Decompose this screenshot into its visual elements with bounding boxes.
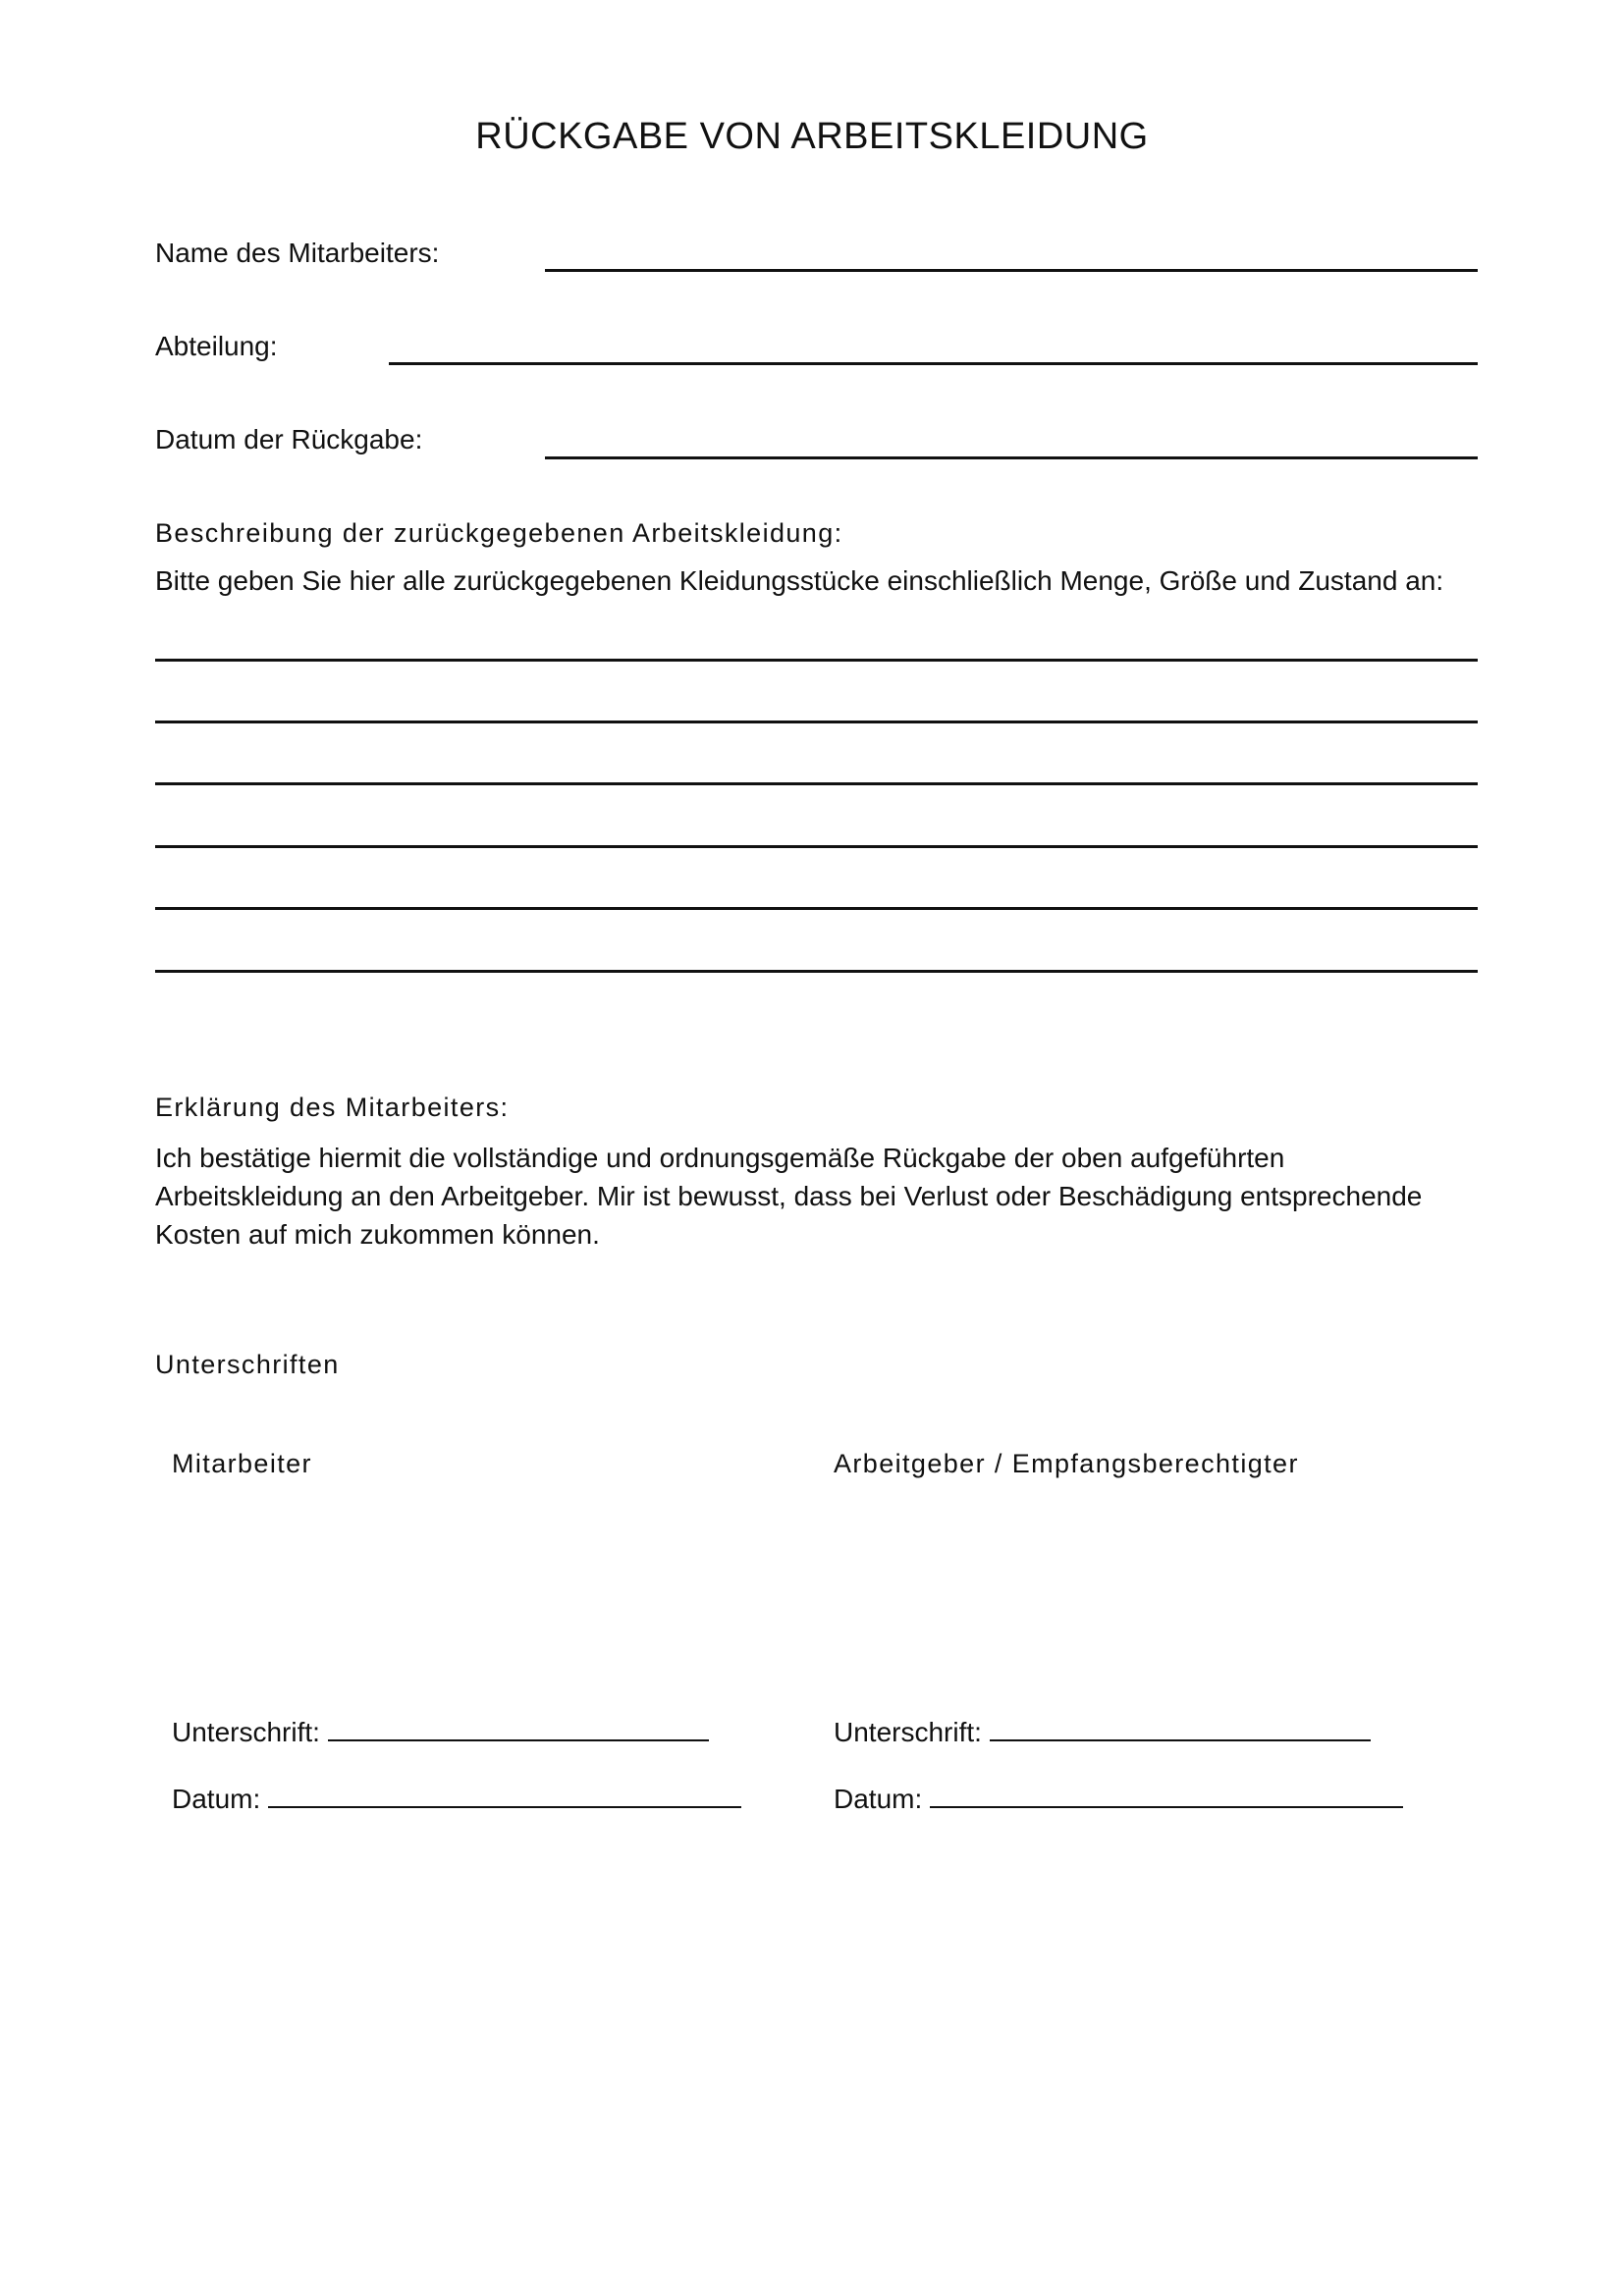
employer-signature-label: Unterschrift: — [834, 1717, 982, 1747]
employer-date-row — [834, 1779, 1403, 1815]
employee-name-label: Name des Mitarbeiters: — [155, 238, 440, 268]
declaration-heading: Erklärung des Mitarbeiters: — [155, 1093, 510, 1122]
return-date-label: Datum der Rückgabe: — [155, 424, 423, 454]
description-line[interactable] — [155, 782, 1478, 785]
description-line[interactable] — [155, 845, 1478, 848]
return-date-field[interactable] — [545, 456, 1478, 459]
employer-date-field[interactable] — [930, 1779, 1403, 1808]
description-line[interactable] — [155, 659, 1478, 662]
description-line[interactable] — [155, 907, 1478, 910]
description-heading: Beschreibung der zurückgegebenen Arbeitskleidung: — [155, 518, 843, 548]
department-label: Abteilung: — [155, 331, 278, 361]
employee-date-row — [172, 1779, 741, 1815]
employer-signature-row — [834, 1712, 1371, 1748]
description-line[interactable] — [155, 970, 1478, 973]
employer-date-label: Datum: — [834, 1784, 923, 1814]
employer-signature-field[interactable] — [990, 1712, 1371, 1741]
description-line[interactable] — [155, 721, 1478, 723]
employee-signature-field[interactable] — [328, 1712, 709, 1741]
description-instruction: Bitte geben Sie hier alle zurückgegebenen Kleidungsstücke einschließlich Menge, Größe und Zustand an: — [155, 565, 1444, 596]
employee-date-field[interactable] — [268, 1779, 741, 1808]
declaration-text: Ich bestätige hiermit die vollständige und ordnungsgemäße Rückgabe der oben aufgeführten Arbeitskleidung an den Arbeitgeber. Mir ist bewusst, dass bei Verlust oder Beschädigung entsprechende Kosten auf mich zukommen können. — [155, 1143, 1423, 1250]
employee-signature-row — [172, 1712, 709, 1748]
employee-signature-label: Unterschrift: — [172, 1717, 320, 1747]
department-field[interactable] — [389, 362, 1478, 365]
page-title: RÜCKGABE VON ARBEITSKLEIDUNG — [475, 116, 1149, 157]
employer-signature-title: Arbeitgeber / Empfangsberechtigter — [834, 1449, 1299, 1478]
signatures-heading: Unterschriften — [155, 1350, 340, 1379]
employee-signature-title: Mitarbeiter — [172, 1449, 312, 1478]
employee-date-label: Datum: — [172, 1784, 261, 1814]
employee-name-field[interactable] — [545, 269, 1478, 272]
